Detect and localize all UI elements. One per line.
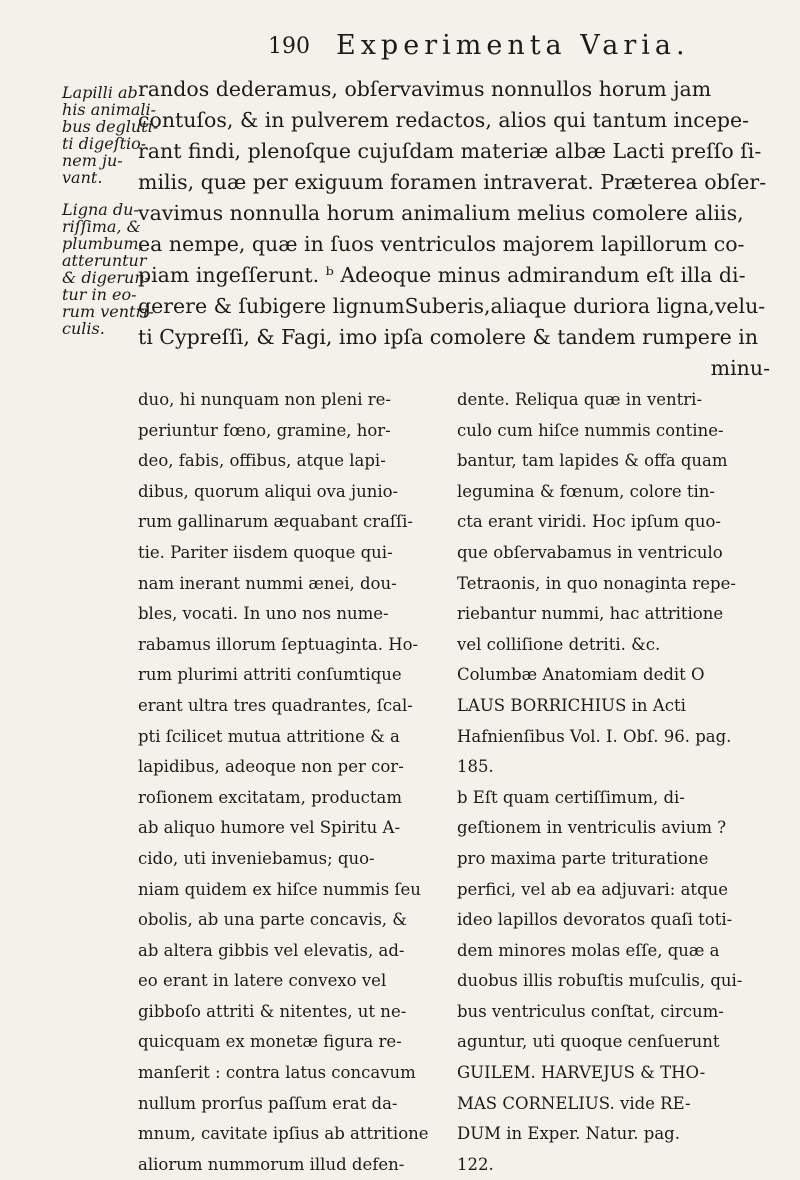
footnote-line: ab altera gibbis vel elevatis, ad- — [138, 940, 405, 960]
running-head: Experimenta Varia. — [336, 30, 690, 61]
footnote-line: manſerit : contra latus concavum — [138, 1063, 416, 1083]
footnote-line: Columbæ Anatomiam dedit O — [457, 665, 705, 685]
margin-note-line: vant. — [62, 168, 103, 187]
text-line: contuſos, & in pulverem redactos, alios qui tantum incepe- — [138, 108, 750, 132]
margin-note-line: atteruntur — [62, 251, 147, 270]
footnote-line: gibboſo attriti & nitentes, ut ne- — [138, 1001, 407, 1021]
margin-note-line: tur in eo- — [62, 285, 137, 304]
footnote-line: DUM in Exper. Natur. pag. — [457, 1124, 680, 1144]
margin-note-line: bus degluti- — [62, 117, 159, 136]
text-line: gerere & ſubigere lignumSuberis,aliaque duriora ligna,velu- — [138, 294, 766, 318]
footnote-line: culo cum hiſce nummis contine- — [457, 420, 724, 440]
footnote-line: niam quidem ex hiſce nummis ſeu — [138, 879, 421, 899]
footnote-line: aliorum nummorum illud defen- — [138, 1154, 405, 1174]
margin-note-ligna — [62, 200, 154, 338]
text-line: milis, quæ per exiguum foramen intraverat. Præterea obſer- — [138, 170, 767, 194]
footnote-line: cido, uti inveniebamus; quo- — [138, 848, 375, 868]
footnote-line: roſionem excitatam, productam — [138, 787, 403, 807]
footnote-line: rabamus illorum ſeptuaginta. Ho- — [138, 634, 419, 654]
footnote-line: eo erant in latere convexo vel — [138, 971, 387, 991]
footnote-column-left — [138, 385, 450, 1180]
margin-note-line: Ligna du- — [62, 200, 139, 219]
footnote-line: nam inerant nummi ænei, dou- — [138, 573, 397, 593]
page-header — [268, 28, 768, 68]
footnote-line: bles, vocati. In uno nos nume- — [138, 604, 389, 624]
text-line: ea nempe, quæ in ſuos ventriculos majorem lapillorum co- — [138, 232, 745, 256]
footnote-line: lapidibus, adeoque non per cor- — [138, 757, 404, 777]
margin-note-line: culis. — [62, 319, 105, 338]
footnote-line: bantur, tam lapides & offa quam — [457, 451, 728, 471]
text-line: randos dederamus, obſervavimus nonnullos horum jam — [138, 77, 712, 101]
margin-note-line: his animali- — [62, 100, 157, 119]
footnote-line: Tetraonis, in quo nonaginta repe- — [457, 573, 736, 593]
footnote-line: dibus, quorum aliqui ova junio- — [138, 481, 399, 501]
text-line: rant findi, plenoſque cujuſdam materiæ albæ Lacti preſſo ſi- — [138, 139, 762, 163]
footnote-line: legumina & fœnum, colore tin- — [457, 481, 715, 501]
margin-note-line: nem ju- — [62, 151, 123, 170]
footnote-line: pro maxima parte trituratione — [457, 848, 709, 868]
footnote-line: 122. — [457, 1154, 494, 1174]
footnote-line: dem minores molas eſſe, quæ a — [457, 940, 720, 960]
footnote-line: aguntur, uti quoque cenſuerunt — [457, 1032, 720, 1052]
footnote-line: cta erant viridi. Hoc ipſum quo- — [457, 512, 722, 532]
footnote-line: obolis, ab una parte concavis, & — [138, 910, 407, 930]
text-line: ti Cypreſſi, & Fagi, imo ipſa comolere & tandem rumpere in — [138, 325, 759, 349]
margin-note-lapilli — [62, 83, 159, 187]
footnote-line: mnum, cavitate ipſius ab attritione — [138, 1124, 429, 1144]
footnote-line: pti ſcilicet mutua attritione & a — [138, 726, 400, 746]
footnote-line: duo, hi nunquam non pleni re- — [138, 390, 391, 409]
margin-note-line: riſſima, & — [62, 217, 141, 236]
footnote-line: Hafnienſibus Vol. I. Obſ. 96. pag. — [457, 726, 732, 746]
footnote-line: quicquam ex monetæ figura re- — [138, 1032, 402, 1052]
footnote-line: tie. Pariter iisdem quoque qui- — [138, 542, 393, 562]
footnote-line: GUILEM. HARVEJUS & THO- — [457, 1063, 706, 1083]
footnote-line: 185. — [457, 757, 494, 777]
footnote-line: MAS CORNELIUS. vide RE- — [457, 1093, 691, 1113]
footnote-line: LAUS BORRICHIUS in Acti — [457, 695, 686, 715]
footnote-line: rum plurimi attriti conſumtique — [138, 665, 402, 685]
footnote-line: b Eſt quam certiſſimum, di- — [457, 787, 685, 807]
footnote-line: duobus illis robuſtis muſculis, qui- — [457, 971, 743, 991]
margin-note-line: ti digeſtio- — [62, 134, 147, 153]
footnote-line: periuntur fœno, gramine, hor- — [138, 420, 391, 440]
footnote-line: dente. Reliqua quæ in ventri- — [457, 390, 703, 409]
footnote-line: riebantur nummi, hac attritione — [457, 604, 724, 624]
text-line: minu- — [710, 356, 770, 380]
footnote-line: ideo lapillos devoratos quaſi toti- — [457, 910, 733, 930]
main-paragraph — [138, 74, 770, 384]
footnote-line: bus ventriculus conſtat, circum- — [457, 1001, 724, 1021]
margin-note-line: rum ventri- — [62, 302, 154, 321]
footnote-line: rum gallinarum æquabant craſſi- — [138, 512, 413, 532]
footnote-column-right — [457, 385, 769, 1180]
text-line: piam ingeſſerunt. ᵇ Adeoque minus admirandum eſt illa di- — [138, 263, 746, 287]
margin-note-line: Lapilli ab — [62, 83, 138, 102]
footnote-line: nullum prorſus paſſum erat da- — [138, 1093, 398, 1113]
footnote-line: erant ultra tres quadrantes, ſcal- — [138, 695, 413, 715]
footnote-line: que obſervabamus in ventriculo — [457, 542, 723, 562]
margin-note-line: & digerun- — [62, 268, 151, 287]
footnote-line: ab aliquo humore vel Spiritu A- — [138, 818, 401, 838]
footnote-line: deo, fabis, offibus, atque lapi- — [138, 451, 386, 471]
page-number: 190 — [268, 34, 310, 59]
footnote-line: perfici, vel ab ea adjuvari: atque — [457, 879, 729, 899]
footnote-line: geſtionem in ventriculis avium ? — [457, 818, 727, 838]
text-line: vavimus nonnulla horum animalium melius comolere aliis, — [138, 201, 744, 225]
margin-note-line: plumbum, — [62, 234, 144, 253]
footnote-line: vel colliſione detriti. &c. — [457, 634, 661, 654]
